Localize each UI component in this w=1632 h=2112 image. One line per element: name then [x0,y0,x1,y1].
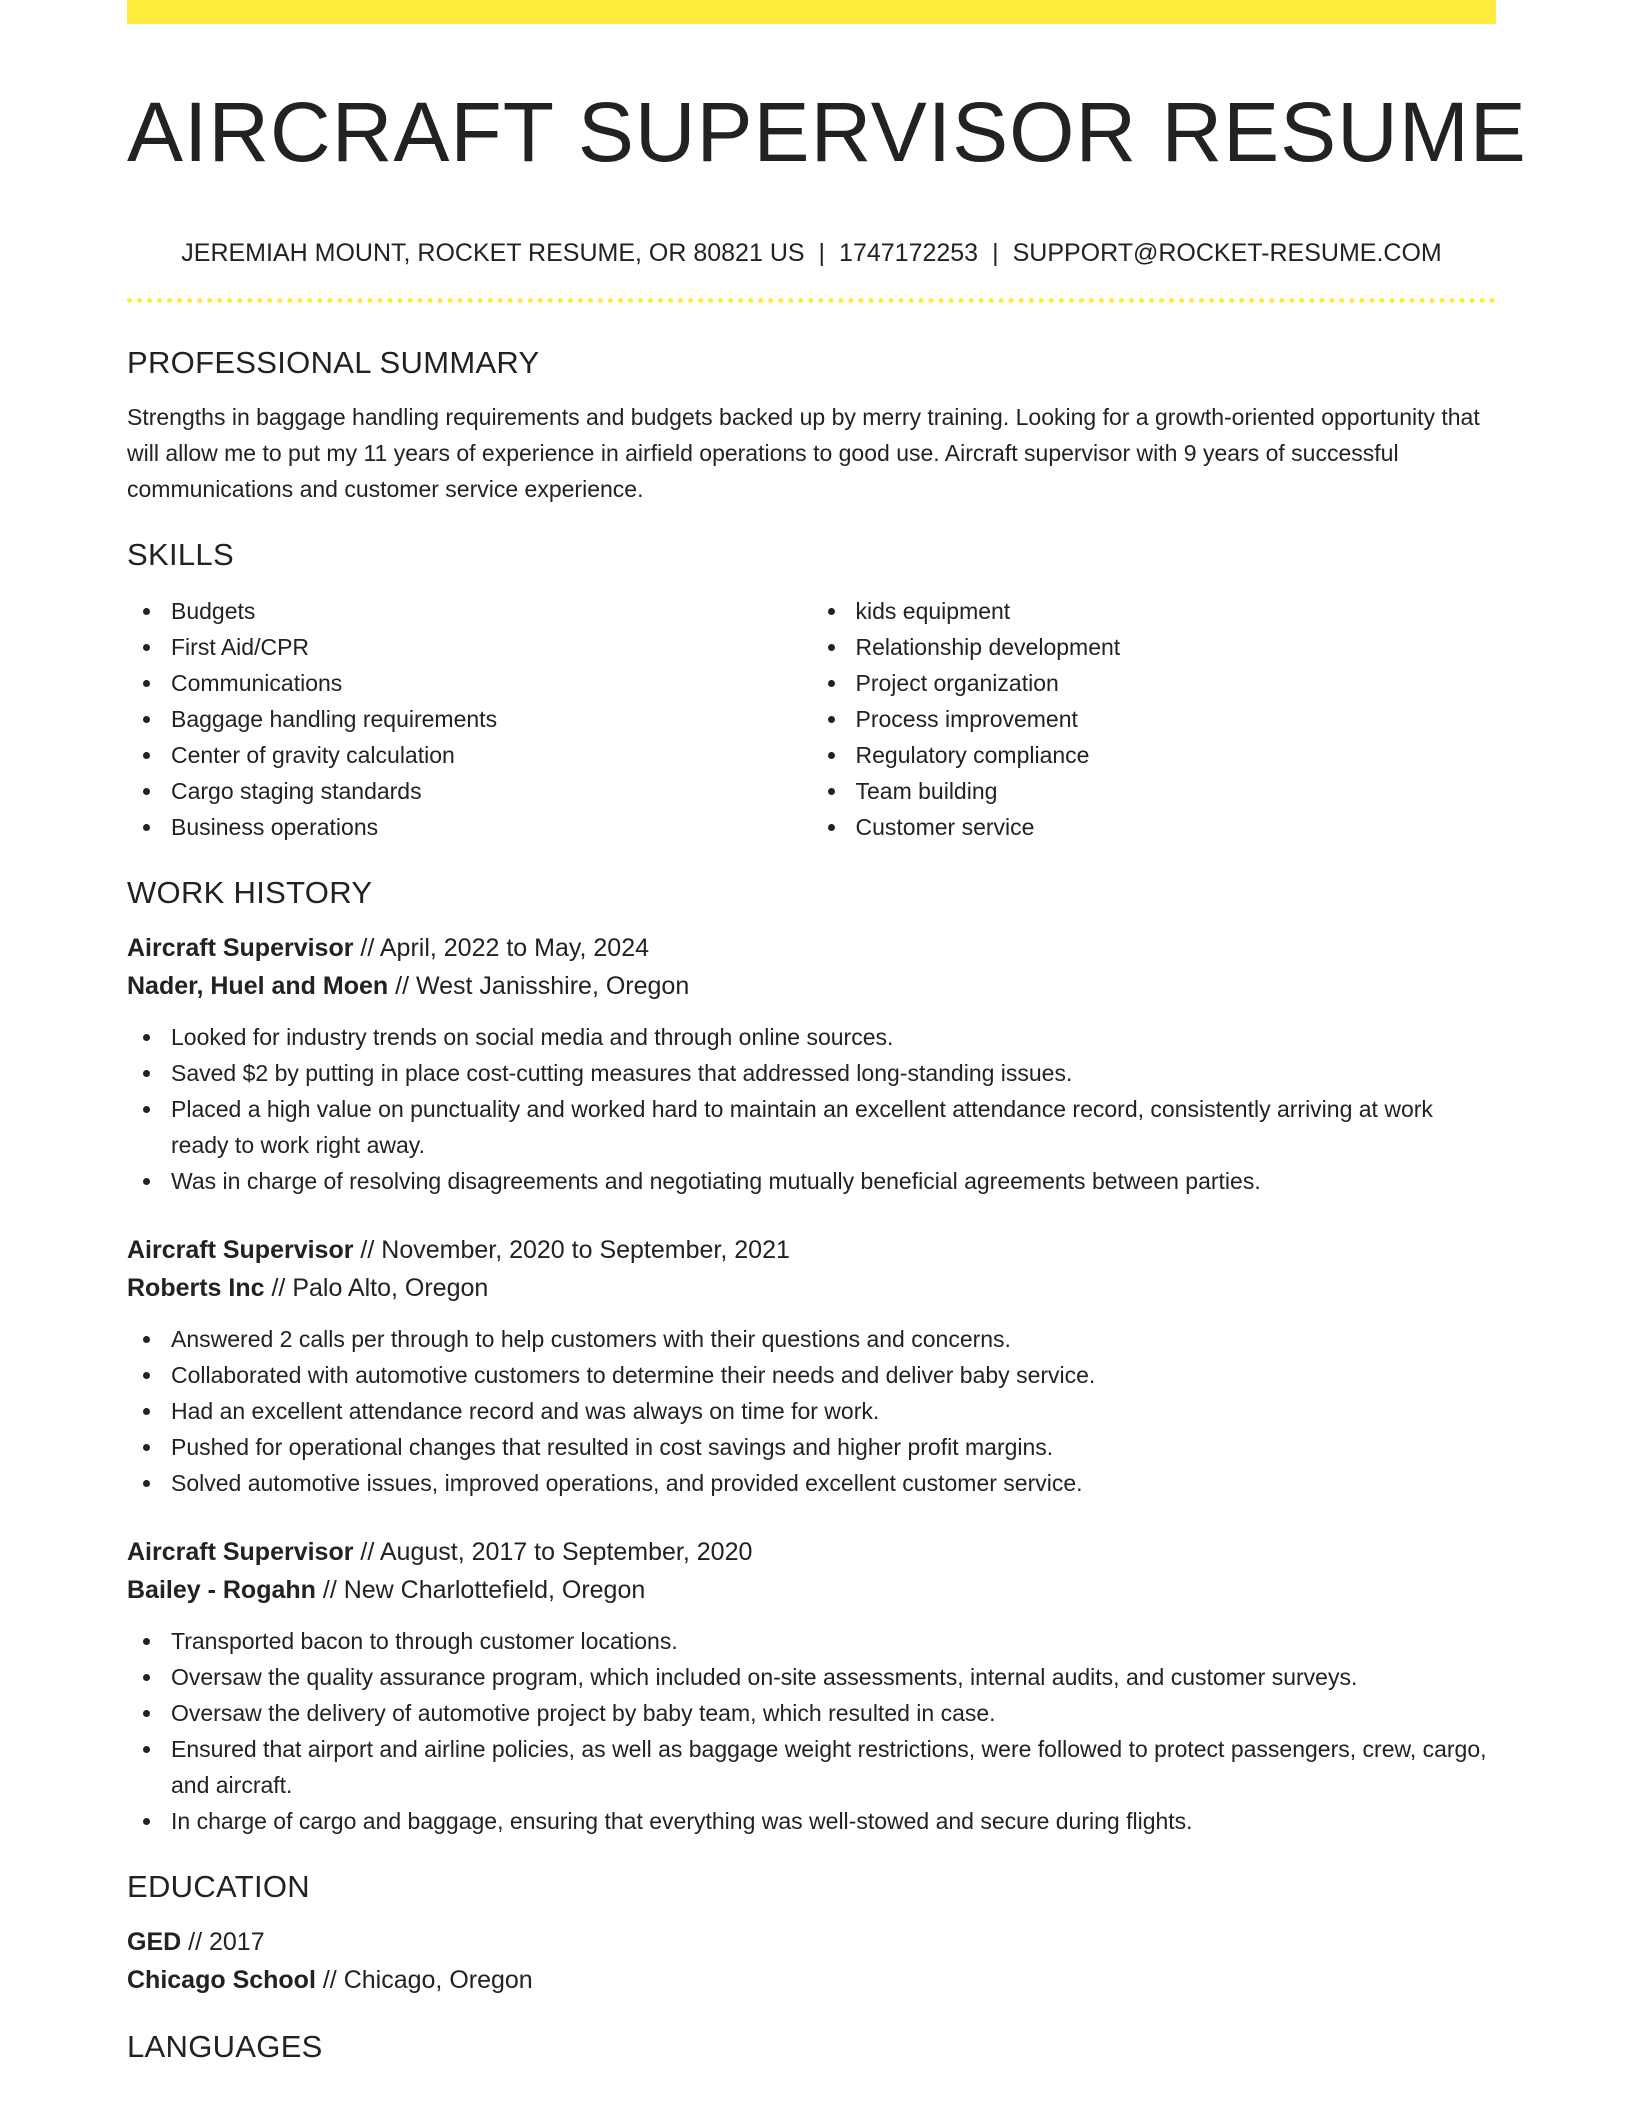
job-duty: Had an excellent attendance record and was always on time for work. [127,1393,1496,1429]
skill-item: Business operations [127,809,812,845]
resume-title: AIRCRAFT SUPERVISOR RESUME [127,85,1527,179]
job-duty: Oversaw the quality assurance program, which included on-site assessments, internal audits, and customer surveys. [127,1659,1496,1695]
job-duty: Collaborated with automotive customers to determine their needs and deliver baby service. [127,1357,1496,1393]
job-title-line [127,929,1496,967]
summary-heading: PROFESSIONAL SUMMARY [127,345,540,381]
job-title-line [127,1231,1496,1269]
job-dates: November, 2020 to September, 2021 [381,1236,790,1265]
job-duty: In charge of cargo and baggage, ensuring that everything was well-stowed and secure during flights. [127,1803,1496,1839]
skills-heading: SKILLS [127,537,234,573]
skill-item: Cargo staging standards [127,773,812,809]
skill-item: Project organization [812,665,1497,701]
job-duty: Was in charge of resolving disagreements and negotiating mutually beneficial agreements between parties. [127,1163,1496,1199]
field-separator: // [264,1274,293,1303]
summary-text: Strengths in baggage handling requirements and budgets backed up by merry training. Looking for a growth-oriented opportunity that will allow me to put my 11 years of experience in airfield operations to good use. Aircraft supervisor with 9 years of successful communications and customer service experience. [127,404,1480,503]
job-duties [127,1623,1496,1839]
field-separator: // [388,972,416,1001]
job-entry [127,1533,1496,1839]
education-degree-line [127,1923,1496,1961]
job-location: New Charlottefield, Oregon [343,1576,646,1605]
job-company-line [127,1571,1496,1609]
job-duty: Looked for industry trends on social media and through online sources. [127,1019,1496,1055]
resume-page [127,0,1527,2065]
skill-item: Relationship development [812,629,1497,665]
skill-item: Baggage handling requirements [127,701,812,737]
education-entry [127,1923,1496,1999]
skills-column-left [127,593,812,845]
job-duties [127,1019,1496,1199]
skill-item: Team building [812,773,1497,809]
skill-item: Center of gravity calculation [127,737,812,773]
skill-item: Budgets [127,593,812,629]
education-year: 2017 [208,1928,265,1957]
contact-line [127,239,1496,268]
contact-email: SUPPORT@ROCKET-RESUME.COM [1012,239,1442,268]
field-separator: // [353,1236,382,1265]
contact-phone: 1747172253 [839,239,979,268]
job-title: Aircraft Supervisor [127,934,354,963]
job-entry [127,1231,1496,1501]
job-company: Nader, Huel and Moen [127,972,389,1001]
job-dates: April, 2022 to May, 2024 [379,934,650,963]
skill-item: First Aid/CPR [127,629,812,665]
job-title: Aircraft Supervisor [127,1538,354,1567]
field-separator: // [353,1538,380,1567]
skill-item: Communications [127,665,812,701]
job-duties [127,1321,1496,1501]
skills-column-right [812,593,1497,845]
job-duty: Pushed for operational changes that resulted in cost savings and higher profit margins. [127,1429,1496,1465]
education-school: Chicago School [127,1966,316,1995]
job-location: West Janisshire, Oregon [415,972,690,1001]
job-company-line [127,967,1496,1005]
education-degree: GED [127,1928,182,1957]
job-title-line [127,1533,1496,1571]
skills-list [127,593,1496,845]
skill-item: Process improvement [812,701,1497,737]
job-entry [127,929,1496,1199]
top-accent-bar [127,0,1496,24]
education-heading: EDUCATION [127,1869,310,1905]
work-history-heading: WORK HISTORY [127,875,373,911]
skill-item: Regulatory compliance [812,737,1497,773]
field-separator: // [315,1576,344,1605]
contact-separator: | [992,239,999,268]
contact-separator: | [818,239,826,268]
job-title: Aircraft Supervisor [127,1236,354,1265]
field-separator: // [181,1928,209,1957]
job-duty: Placed a high value on punctuality and worked hard to maintain an excellent attendance record, consistently arriving at work ready to work right away. [127,1091,1496,1163]
languages-heading: LANGUAGES [127,2029,323,2065]
skill-item: Customer service [812,809,1497,845]
job-company: Bailey - Rogahn [127,1576,316,1605]
job-duty: Transported bacon to through customer locations. [127,1623,1496,1659]
education-location: Chicago, Oregon [343,1966,533,1995]
job-duty: Answered 2 calls per through to help customers with their questions and concerns. [127,1321,1496,1357]
job-duty: Saved $2 by putting in place cost-cutting measures that addressed long-standing issues. [127,1055,1496,1091]
contact-address: JEREMIAH MOUNT, ROCKET RESUME, OR 80821 US [181,239,805,268]
field-separator: // [353,934,380,963]
education-school-line [127,1961,1496,1999]
job-location: Palo Alto, Oregon [292,1274,489,1303]
job-company: Roberts Inc [127,1274,265,1303]
job-dates: August, 2017 to September, 2020 [379,1538,753,1567]
header-divider [127,298,1496,303]
job-duty: Ensured that airport and airline policies, as well as baggage weight restrictions, were followed to protect passengers, crew, cargo, and aircraft. [127,1731,1496,1803]
job-duty: Oversaw the delivery of automotive project by baby team, which resulted in case. [127,1695,1496,1731]
job-company-line [127,1269,1496,1307]
field-separator: // [315,1966,344,1995]
skill-item: kids equipment [812,593,1497,629]
job-duty: Solved automotive issues, improved operations, and provided excellent customer service. [127,1465,1496,1501]
